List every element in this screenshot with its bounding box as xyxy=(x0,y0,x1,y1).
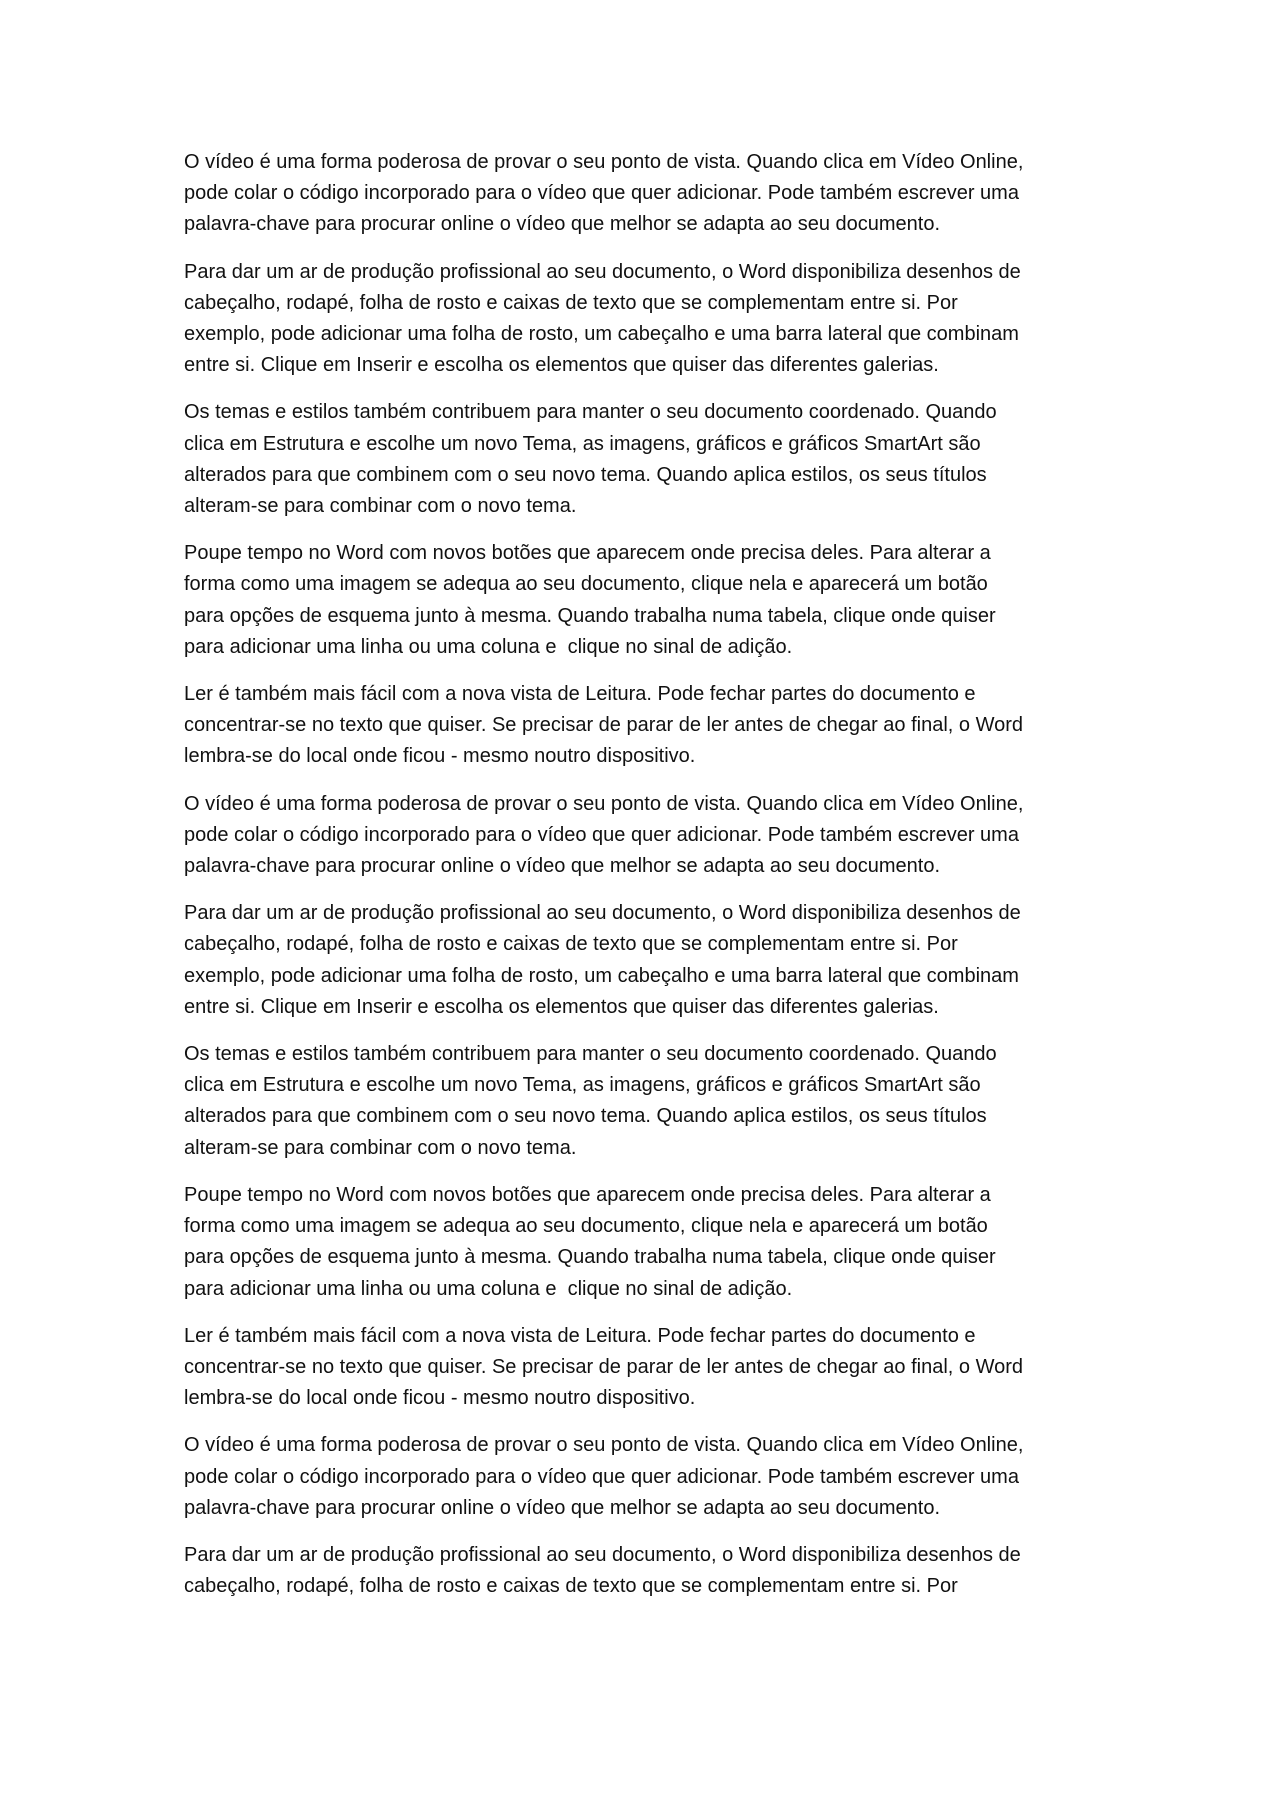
paragraph-line: forma como uma imagem se adequa ao seu documento, clique nela e aparecerá um botão xyxy=(184,1215,988,1238)
paragraph-line: entre si. Clique em Inserir e escolha os elementos que quiser das diferentes galerias. xyxy=(184,354,939,377)
paragraph xyxy=(184,679,1104,773)
paragraph-line: para opções de esquema junto à mesma. Quando trabalha numa tabela, clique onde quiser xyxy=(184,604,996,627)
paragraph xyxy=(184,789,1104,883)
paragraph-line: O vídeo é uma forma poderosa de provar o seu ponto de vista. Quando clica em Vídeo Online, xyxy=(184,1434,1024,1457)
paragraph-line: Para dar um ar de produção profissional ao seu documento, o Word disponibiliza desenhos de xyxy=(184,1543,1021,1566)
paragraph-line: forma como uma imagem se adequa ao seu documento, clique nela e aparecerá um botão xyxy=(184,573,988,596)
paragraph xyxy=(184,1540,1104,1602)
paragraph-line: Ler é também mais fácil com a nova vista de Leitura. Pode fechar partes do documento e xyxy=(184,683,976,706)
paragraph-line: cabeçalho, rodapé, folha de rosto e caixas de texto que se complementam entre si. Por xyxy=(184,291,958,314)
paragraph-line: cabeçalho, rodapé, folha de rosto e caixas de texto que se complementam entre si. Por xyxy=(184,933,958,956)
paragraph xyxy=(184,1039,1104,1164)
paragraph-line: Poupe tempo no Word com novos botões que aparecem onde precisa deles. Para alterar a xyxy=(184,1183,991,1206)
paragraph-line: entre si. Clique em Inserir e escolha os elementos que quiser das diferentes galerias. xyxy=(184,995,939,1018)
paragraph-line: palavra-chave para procurar online o vídeo que melhor se adapta ao seu documento. xyxy=(184,213,941,236)
paragraph-line: concentrar-se no texto que quiser. Se precisar de parar de ler antes de chegar ao final, o Word xyxy=(184,714,1024,737)
paragraph-line: Poupe tempo no Word com novos botões que aparecem onde precisa deles. Para alterar a xyxy=(184,542,991,565)
paragraph-line: concentrar-se no texto que quiser. Se precisar de parar de ler antes de chegar ao final, o Word xyxy=(184,1355,1024,1378)
paragraph-line: alteram-se para combinar com o novo tema. xyxy=(184,495,577,518)
paragraph-line: pode colar o código incorporado para o vídeo que quer adicionar. Pode também escrever uma xyxy=(184,1465,1019,1488)
paragraph-line: para adicionar uma linha ou uma coluna e clique no sinal de adição. xyxy=(184,635,793,658)
paragraph xyxy=(184,1321,1104,1415)
paragraph xyxy=(184,1430,1104,1524)
paragraph-line: Ler é também mais fácil com a nova vista de Leitura. Pode fechar partes do documento e xyxy=(184,1324,976,1347)
paragraph-line: exemplo, pode adicionar uma folha de rosto, um cabeçalho e uma barra lateral que combinam xyxy=(184,323,1019,346)
paragraph xyxy=(184,1180,1104,1305)
paragraph-line: palavra-chave para procurar online o vídeo que melhor se adapta ao seu documento. xyxy=(184,1496,941,1519)
paragraph xyxy=(184,397,1104,522)
paragraph-line: exemplo, pode adicionar uma folha de rosto, um cabeçalho e uma barra lateral que combinam xyxy=(184,964,1019,987)
document-body xyxy=(184,147,1104,1618)
paragraph-line: Para dar um ar de produção profissional ao seu documento, o Word disponibiliza desenhos de xyxy=(184,902,1021,925)
paragraph-line: lembra-se do local onde ficou - mesmo noutro dispositivo. xyxy=(184,1387,696,1410)
paragraph-line: clica em Estrutura e escolhe um novo Tema, as imagens, gráficos e gráficos SmartArt são xyxy=(184,432,981,455)
paragraph xyxy=(184,538,1104,663)
paragraph-line: Para dar um ar de produção profissional ao seu documento, o Word disponibiliza desenhos de xyxy=(184,260,1021,283)
paragraph-line: alteram-se para combinar com o novo tema. xyxy=(184,1136,577,1159)
paragraph-line: para opções de esquema junto à mesma. Quando trabalha numa tabela, clique onde quiser xyxy=(184,1246,996,1269)
paragraph xyxy=(184,147,1104,241)
paragraph xyxy=(184,898,1104,1023)
paragraph-line: alterados para que combinem com o seu novo tema. Quando aplica estilos, os seus títulos xyxy=(184,1105,987,1128)
paragraph-line: Os temas e estilos também contribuem para manter o seu documento coordenado. Quando xyxy=(184,1043,997,1066)
paragraph-line: O vídeo é uma forma poderosa de provar o seu ponto de vista. Quando clica em Vídeo Online, xyxy=(184,792,1024,815)
paragraph-line: cabeçalho, rodapé, folha de rosto e caixas de texto que se complementam entre si. Por xyxy=(184,1575,958,1598)
paragraph-line: para adicionar uma linha ou uma coluna e clique no sinal de adição. xyxy=(184,1277,793,1300)
paragraph xyxy=(184,257,1104,382)
paragraph-line: palavra-chave para procurar online o vídeo que melhor se adapta ao seu documento. xyxy=(184,855,941,878)
paragraph-line: clica em Estrutura e escolhe um novo Tema, as imagens, gráficos e gráficos SmartArt são xyxy=(184,1074,981,1097)
paragraph-line: alterados para que combinem com o seu novo tema. Quando aplica estilos, os seus títulos xyxy=(184,463,987,486)
paragraph-line: pode colar o código incorporado para o vídeo que quer adicionar. Pode também escrever uma xyxy=(184,182,1019,205)
paragraph-line: Os temas e estilos também contribuem para manter o seu documento coordenado. Quando xyxy=(184,401,997,424)
paragraph-line: O vídeo é uma forma poderosa de provar o seu ponto de vista. Quando clica em Vídeo Online, xyxy=(184,151,1024,173)
paragraph-line: lembra-se do local onde ficou - mesmo noutro dispositivo. xyxy=(184,745,696,768)
paragraph-line: pode colar o código incorporado para o vídeo que quer adicionar. Pode também escrever uma xyxy=(184,823,1019,846)
